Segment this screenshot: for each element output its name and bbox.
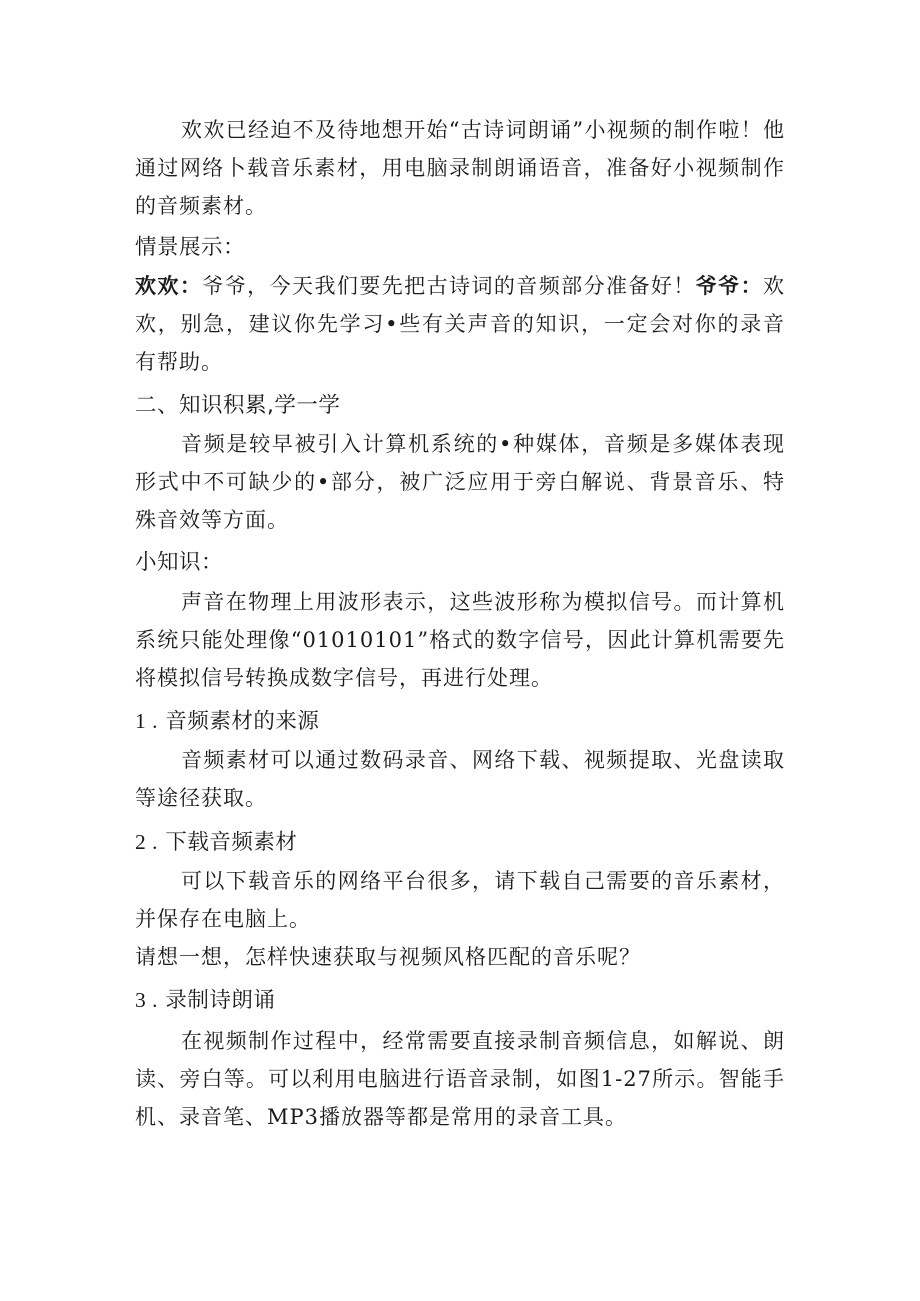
dialogue-line-huanhuan: 爷爷，今天我们要先把古诗词的音频部分准备好！ <box>202 274 696 298</box>
item-2-title: 下载音频素材 <box>165 830 298 855</box>
item-1-heading <box>135 702 785 741</box>
item-2-heading <box>135 823 785 862</box>
speaker-grandpa: 爷爷： <box>695 274 764 298</box>
item-3-heading <box>135 981 785 1020</box>
scene-dialogue <box>135 267 785 381</box>
item-1-title: 音频素材的来源 <box>165 709 320 734</box>
item-2-paragraph: 可以下载音乐的网络平台很多，请下载自己需要的音乐素材，并保存在电脑上。 <box>135 869 785 931</box>
item-1-number: 1 . <box>135 709 158 733</box>
dialogue-line-grandpa: 欢欢，别急，建议你先学习•些有关声音的知识，一定会对你的录音有帮助。 <box>135 274 786 374</box>
item-3-title: 录制诗朗诵 <box>165 988 276 1013</box>
intro-paragraph: 欢欢已经迫不及待地想开始“古诗词朗诵”小视频的制作啦！他通过网络卜载音乐素材，用电脑录制朗诵语音，准备好小视频制作的音频素材。 <box>135 118 785 218</box>
section-heading-knowledge: 二、知识积累,学一学 <box>135 393 341 418</box>
item-2-number: 2 . <box>135 830 158 854</box>
tip-paragraph: 声音在物理上用波形表示，这些波形称为模拟信号。而计算机系统只能处理像“01010101”格式的数字信号，因此计算机需要先将模拟信号转换成数字信号，再进行处理。 <box>135 590 785 690</box>
knowledge-paragraph: 音频是较早被引入计算机系统的•种媒体，音频是多媒体表现形式中不可缺少的•部分，被广泛应用于旁白解说、背景音乐、特殊音效等方面。 <box>135 432 785 532</box>
item-3-paragraph: 在视频制作过程中，经常需要直接录制音频信息，如解说、朗读、旁白等。可以利用电脑进行语音录制，如图1-27所示。智能手机、录音笔、MP3播放器等都是常用的录音工具。 <box>135 1029 785 1129</box>
item-3-number: 3 . <box>135 988 158 1012</box>
tip-heading: 小知识： <box>135 550 224 575</box>
scene-heading: 情景展示： <box>135 235 246 260</box>
item-1-paragraph: 音频素材可以通过数码录音、网络下载、视频提取、光盘读取等途径获取。 <box>135 748 785 810</box>
item-2-question: 请想一想，怎样快速获取与视频风格匹配的音乐呢？ <box>135 945 641 969</box>
speaker-huanhuan: 欢欢： <box>135 274 203 298</box>
